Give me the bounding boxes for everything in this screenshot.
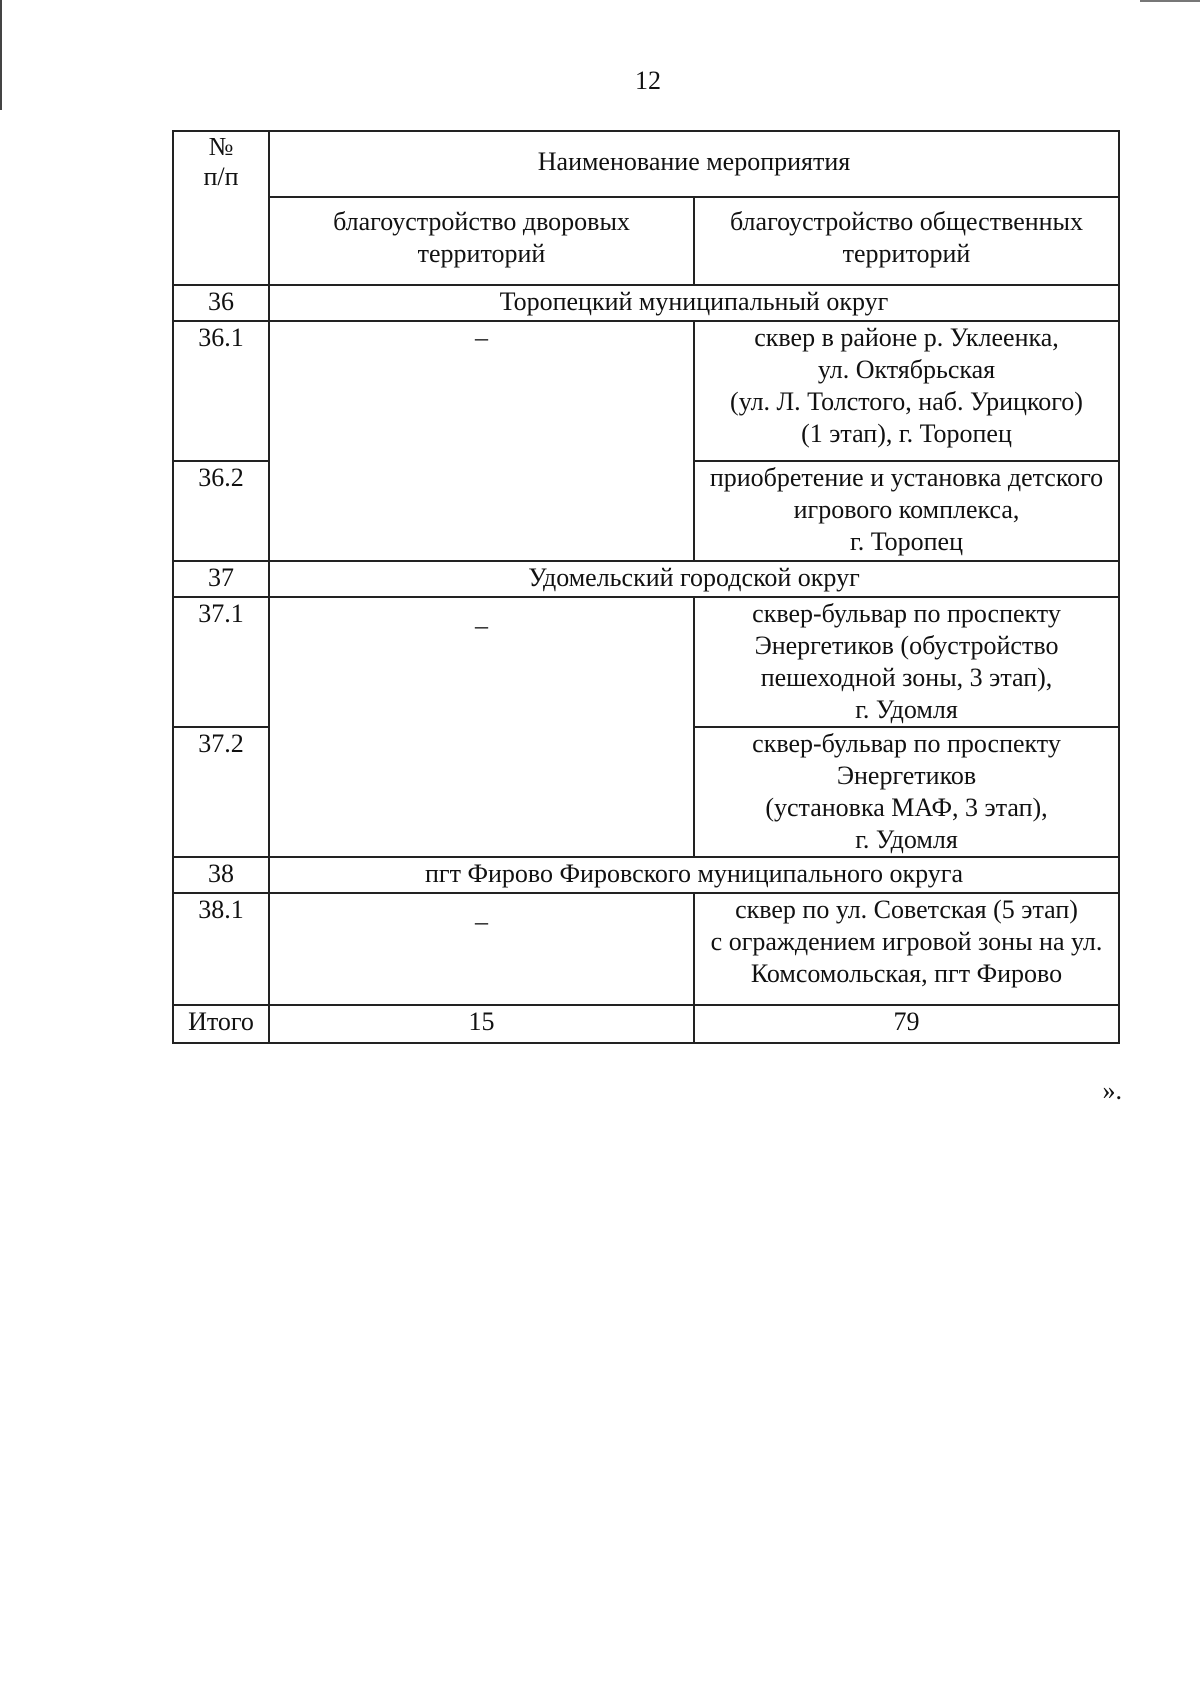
yard-value: – bbox=[269, 321, 694, 561]
public-value: приобретение и установка детского игрового комплекса, г. Торопец bbox=[694, 461, 1119, 561]
page-number: 12 bbox=[635, 66, 661, 95]
public-value: сквер в районе р. Уклеенка, ул. Октябрьская (ул. Л. Толстого, наб. Урицкого) (1 этап), г. Торопец bbox=[694, 321, 1119, 461]
yard-value: – bbox=[269, 597, 694, 857]
row-number: 38.1 bbox=[173, 893, 269, 1005]
public-value: сквер-бульвар по проспекту Энергетиков (установка МАФ, 3 этап), г. Удомля bbox=[694, 727, 1119, 857]
row-number: 36.2 bbox=[173, 461, 269, 561]
region-name: Торопецкий муниципальный округ bbox=[269, 285, 1119, 321]
total-public: 79 bbox=[694, 1005, 1119, 1043]
scan-edge-line bbox=[1140, 0, 1200, 2]
header-yard-cell: благоустройство дворовых территорий bbox=[269, 197, 694, 285]
row-number: 36 bbox=[173, 285, 269, 321]
table-header-row bbox=[173, 131, 1119, 197]
table-row bbox=[173, 893, 1119, 1005]
public-value: сквер по ул. Советская (5 этап) с ограждением игровой зоны на ул. Комсомольская, пгт Фирово bbox=[694, 893, 1119, 1005]
closing-quote-mark: ». bbox=[1102, 1076, 1122, 1105]
table-row bbox=[173, 285, 1119, 321]
total-row bbox=[173, 1005, 1119, 1043]
region-name: Удомельский городской округ bbox=[269, 561, 1119, 597]
row-number: 37.2 bbox=[173, 727, 269, 857]
table-row bbox=[173, 597, 1119, 727]
table-row bbox=[173, 561, 1119, 597]
row-number: 37.1 bbox=[173, 597, 269, 727]
table-subheader-row bbox=[173, 197, 1119, 285]
measures-table bbox=[172, 130, 1120, 1044]
header-number-cell: № п/п bbox=[173, 131, 269, 285]
row-number: 38 bbox=[173, 857, 269, 893]
total-yard: 15 bbox=[269, 1005, 694, 1043]
header-public-cell: благоустройство общественных территорий bbox=[694, 197, 1119, 285]
public-value: сквер-бульвар по проспекту Энергетиков (обустройство пешеходной зоны, 3 этап), г. Удомля bbox=[694, 597, 1119, 727]
yard-value: – bbox=[269, 893, 694, 1005]
table-row bbox=[173, 321, 1119, 461]
row-number: 37 bbox=[173, 561, 269, 597]
header-title-cell bbox=[269, 131, 1119, 197]
table-row bbox=[173, 857, 1119, 893]
total-label: Итого bbox=[173, 1005, 269, 1043]
region-name: пгт Фирово Фировского муниципального округа bbox=[269, 857, 1119, 893]
row-number: 36.1 bbox=[173, 321, 269, 461]
header-title: Наименование мероприятия bbox=[537, 147, 851, 176]
